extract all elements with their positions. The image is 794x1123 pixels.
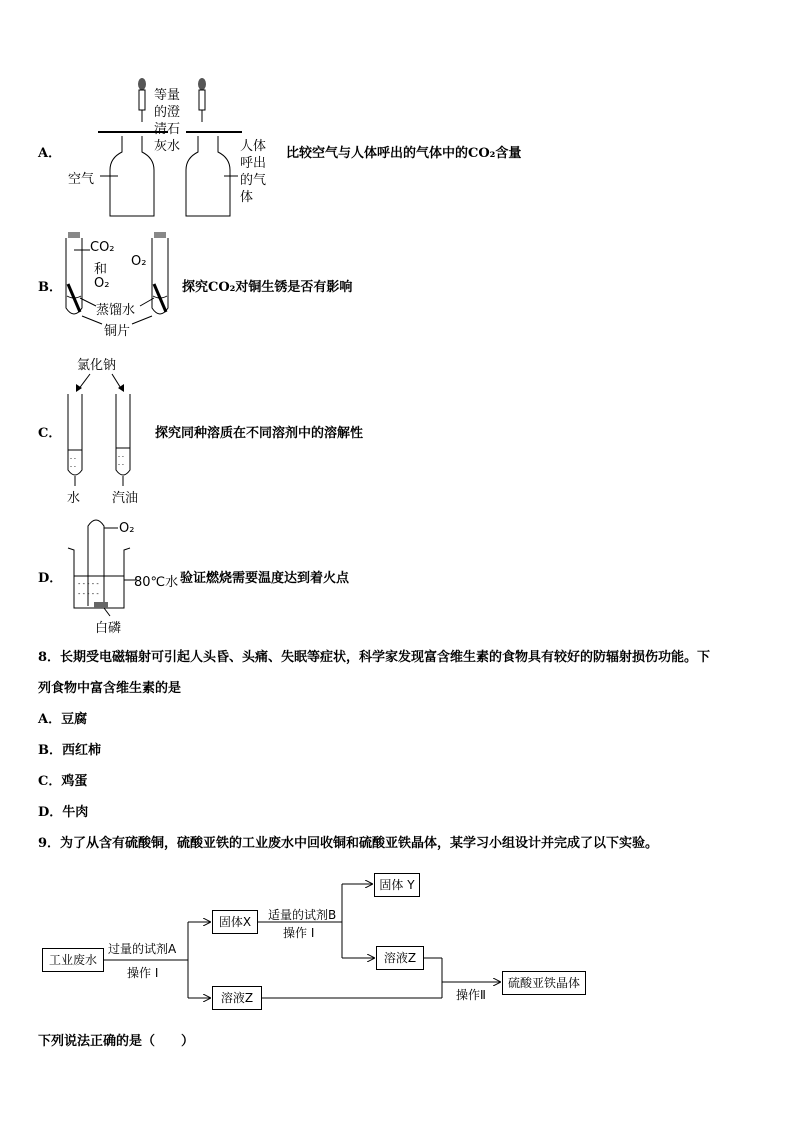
oxygen-label: O₂ (119, 521, 135, 536)
flow-operation-1-a-label: 操作 I (127, 966, 159, 980)
flow-industrial-wastewater: 工业废水 (42, 948, 104, 972)
sodium-chloride-label: 氯化钠 (77, 358, 117, 373)
distilled-water-label: 蒸馏水 (96, 303, 136, 318)
gasoline-label: 汽油 (112, 491, 139, 506)
svg-text:- -: - - (70, 455, 76, 462)
svg-text:- - - - -: - - - - - (78, 580, 99, 588)
option-a-letter: A． (38, 146, 62, 161)
flow-reagent-b-label: 适量的试剂B (268, 908, 337, 922)
svg-text:- -: - - (118, 461, 124, 468)
flow-operation-1-b-label: 操作 I (283, 926, 315, 940)
question-8-choice-d[interactable]: D．牛肉 (38, 805, 89, 820)
flow-operation-2-label: 操作Ⅱ (456, 988, 486, 1002)
option-b-letter: B． (38, 280, 62, 295)
water-label: 水 (67, 491, 81, 506)
copper-sheet-label: 铜片 (104, 324, 131, 339)
question-8-choice-b[interactable]: B．西红柿 (38, 743, 101, 758)
o2-left-label: O₂ (94, 276, 110, 291)
flow-solid-y: 固体 Y (374, 873, 420, 897)
white-phosphorus-label: 白磷 (95, 621, 122, 636)
dropper-label: 等量 的澄 清石 灰水 (154, 88, 181, 154)
question-8-choice-a[interactable]: A．豆腐 (38, 712, 88, 727)
o2-right-label: O₂ (131, 254, 147, 269)
flow-solution-z-top: 溶液Z (376, 946, 424, 970)
exhaled-gas-label: 人体 呼出 的气 体 (240, 139, 267, 205)
option-b-description: 探究CO₂对铜生锈是否有影响 (182, 280, 353, 295)
option-d-letter: D． (38, 571, 63, 586)
air-label: 空气 (68, 172, 95, 187)
option-a-description: 比较空气与人体呼出的气体中的CO₂含量 (286, 146, 522, 161)
question-9-prompt: 下列说法正确的是（ ） (38, 1034, 195, 1049)
option-d-description: 验证燃烧需要温度达到着火点 (180, 571, 350, 586)
hot-water-label: 80℃水 (134, 575, 179, 590)
question-8-line2: 列食物中富含维生素的是 (38, 681, 182, 696)
option-c-letter: C． (38, 426, 62, 441)
option-c-description: 探究同种溶质在不同溶剂中的溶解性 (155, 426, 364, 441)
question-9-stem: 9．为了从含有硫酸铜，硫酸亚铁的工业废水中回收铜和硫酸亚铁晶体，某学习小组设计并完成了以下实验。 (38, 836, 659, 851)
svg-text:- - - - -: - - - - - (78, 590, 99, 598)
question-8-choice-c[interactable]: C．鸡蛋 (38, 774, 88, 789)
flow-reagent-a-label: 过量的试剂A (108, 942, 177, 956)
flow-solution-z-bottom: 溶液Z (212, 986, 262, 1010)
and-label: 和 (94, 262, 108, 277)
flow-solid-x: 固体X (212, 910, 258, 934)
svg-text:- -: - - (70, 463, 76, 470)
flow-ferrous-sulfate-crystal: 硫酸亚铁晶体 (502, 971, 586, 995)
svg-text:- -: - - (118, 453, 124, 460)
question-8-line1: 8．长期受电磁辐射可引起人头昏、头痛、失眠等症状，科学家发现富含维生素的食物具有较好的防辐射损伤功能。下 (38, 650, 711, 665)
co2-label: CO₂ (90, 240, 115, 255)
